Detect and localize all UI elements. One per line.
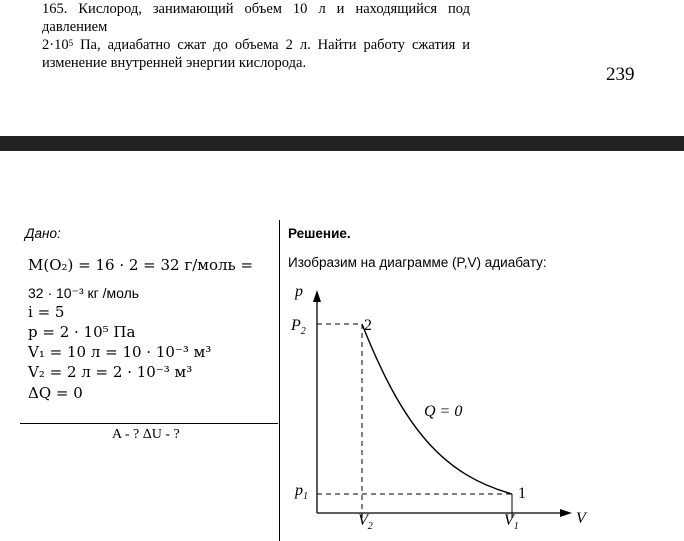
state-1-label: 1 xyxy=(518,485,526,502)
given-divider xyxy=(20,423,278,424)
p2-letter: P xyxy=(291,317,301,334)
given-volume-2: V₂ = 2 л = 2 · 10⁻³ м³ xyxy=(28,363,193,381)
problem-line-2-exponent: 5 xyxy=(68,38,74,48)
unknowns: A - ? ΔU - ? xyxy=(112,427,180,442)
given-title: Дано: xyxy=(25,226,61,241)
p2-subscript: 2 xyxy=(300,326,306,338)
solution-title: Решение. xyxy=(288,226,351,241)
solution-text: Изобразим на диаграмме (P,V) адиабату: xyxy=(288,255,547,270)
p1-subscript: 1 xyxy=(303,491,308,503)
given-molar-mass: M(O₂) = 16 · 2 = 32 г/моль = xyxy=(28,256,254,274)
problem-line-2-base: 2·10 xyxy=(42,37,69,53)
problem-line-2 xyxy=(42,36,470,54)
problem-line-2-rest: Па, адиабатно сжат до объема 2 л. Найти работу сжатия и xyxy=(73,37,470,53)
p1-label xyxy=(295,482,308,502)
p-axis-arrow xyxy=(313,290,321,302)
curve-label xyxy=(424,403,462,421)
given-pressure: p = 2 · 10⁵ Па xyxy=(28,323,136,341)
v-axis-arrow xyxy=(560,509,572,517)
p-axis-label: p xyxy=(295,283,303,300)
problem-statement xyxy=(42,0,470,72)
p1-letter: p xyxy=(295,482,303,499)
v2-letter: V xyxy=(358,512,368,529)
given-degrees-of-freedom: i = 5 xyxy=(28,303,65,321)
problem-line-3: изменение внутренней энергии кислорода. xyxy=(42,55,307,71)
v2-subscript: 2 xyxy=(367,521,373,533)
v1-label xyxy=(504,512,519,532)
given-molar-mass-si: 32 · 10⁻³ кг /моль xyxy=(28,285,140,301)
v2-label xyxy=(358,512,373,532)
given-volume-1: V₁ = 10 л = 10 · 10⁻³ м³ xyxy=(28,343,212,361)
state-2-label: 2 xyxy=(364,317,372,334)
v-axis-label: V xyxy=(576,510,586,527)
v1-subscript: 1 xyxy=(513,521,519,533)
column-divider xyxy=(279,220,280,541)
curve-label-text: Q = 0 xyxy=(424,403,463,420)
given-heat: ΔQ = 0 xyxy=(28,384,83,402)
v1-letter: V xyxy=(504,512,514,529)
problem-line-1: 165. Кислород, занимающий объем 10 л и находящийся под давлением xyxy=(42,1,470,35)
page-separator-band xyxy=(0,136,684,151)
p2-label xyxy=(291,317,306,337)
page-number: 239 xyxy=(606,64,635,85)
